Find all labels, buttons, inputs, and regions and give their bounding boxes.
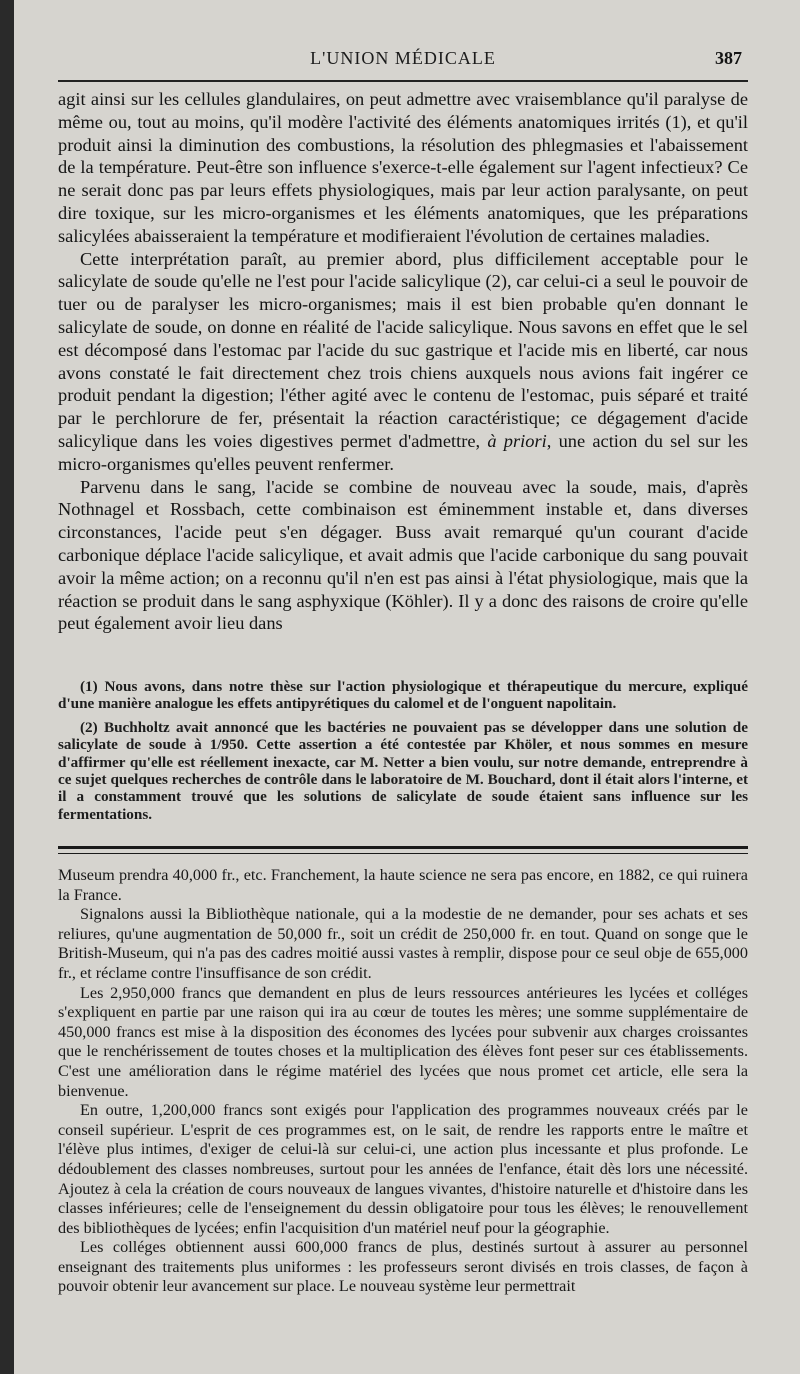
text-run: Cette interprétation paraît, au premier abord, plus difficilement acceptable pour le salicylate de soude qu'elle ne l'est pour l'acide salicylique (2), car celui-ci a seul le pouvoir de tuer ou de paralyser les micro-organismes; mais il est bien probable qu'en donnant le salicylate de soude, on donne en réalité de l'acide salicylique. Nous savons en effet que le sel est décomposé dans l'estomac par l'acide du suc gastrique et l'acide mis en liberté, car nous avons constaté le fait directement chez trois chiens auxquels nous avions fait ingérer ce produit pendant la digestion; l'éther agité avec le contenu de l'estomac, puis séparé et traité par le perchlorure de fer, présentait la réaction caractéristique; ce dégagement d'acide salicylique dans les voies digestives permet d'admettre, (58, 248, 748, 451)
italic-term: à priori (487, 430, 547, 451)
footnote: (2) Buchholtz avait annoncé que les bactéries ne pouvaient pas se développer dans une solution de salicylate de soude à 1/950. Cette assertion a été contestée par Khöler, et nous sommes en mesure d'affirmer qu'elle est réellement inexacte, car M. Netter a bien voulu, sur notre demande, entreprendre à ce sujet quelques recherches de contrôle dans le laboratoire de M. Bouchard, dont il était alors l'interne, et il a constamment trouvé que les solutions de salicylate de soude étaient sans influence sur les fermentations. (58, 718, 748, 823)
header-rule (58, 80, 748, 82)
running-title: L'UNION MÉDICALE (310, 48, 496, 68)
page-header (58, 44, 748, 78)
paragraph: Les colléges obtiennent aussi 600,000 francs de plus, destinés surtout à assurer au personnel enseignant des traitements plus uniformes : les professeurs seront divisés en trois classes, de façon à pouvoir obtenir leur avancement sur place. Le nouveau système leur permettrait (58, 1238, 748, 1296)
feuilleton-separator (58, 846, 748, 854)
journal-page (14, 0, 800, 1374)
paragraph: agit ainsi sur les cellules glandulaires, on peut admettre avec vraisemblance qu'il paralyse de même ou, tout au moins, qu'il modère l'activité des éléments anatomiques irrités (1), et qu'il produit ainsi la diminution des combustions, la résolution des phlegmasies et l'abaissement de la température. Peut-être son influence s'exerce-t-elle également sur l'agent infectieux? Ce ne serait donc pas par leurs effets physiologiques, mais par leur action paralysante, on peut dire toxique, sur les micro-organismes et les éléments anatomiques, que les préparations salicylées abaisseraient la température et modifieraient l'évolution de certaines maladies. (58, 89, 748, 246)
paragraph: Parvenu dans le sang, l'acide se combine de nouveau avec la soude, mais, d'après Nothnagel et Rossbach, cette combinaison est éminemment instable et, dans diverses circonstances, l'acide peut s'en dégager. Buss avait remarqué qu'un courant d'acide carbonique déplace l'acide salicylique, et avait admis que l'acide carbonique du sang pouvait avoir la même action; on a reconnu qu'il n'en est pas ainsi à l'état physiologique, mais que la réaction se produit dans le sang asphyxique (Köhler). Il y a donc des raisons de croire qu'elle peut également avoir lieu dans (58, 476, 748, 634)
page-number: 387 (715, 48, 742, 68)
paragraph: En outre, 1,200,000 francs sont exigés pour l'application des programmes nouveaux créés par le conseil supérieur. L'esprit de ces programmes est, on le sait, de rendre les rapports entre le maître et l'élève plus intimes, d'exiger de celui-là sur celui-ci, une action plus incessante et plus profonde. Le dédoublement des classes nombreuses, surtout pour les années de l'enfance, était dès lors une nécessité. Ajoutez à cela la création de cours nouveaux de langues vivantes, d'histoire naturelle et d'histoire dans les classes inférieures; celle de l'enseignement du dessin obligatoire pour tous les élèves; le renouvellement des bibliothèques de lycées; enfin l'acquisition d'un matériel neuf pour la géographie. (58, 1101, 748, 1237)
paragraph (58, 248, 748, 476)
paragraph: Signalons aussi la Bibliothèque nationale, qui a la modestie de ne demander, pour ses achats et ses reliures, qu'une augmentation de 50,000 fr., soit un crédit de 250,000 fr. en tout. Quand on songe que le British-Museum, qui n'a pas des cadres moitié aussi vastes à remplir, dispose pour ce seul obje de 655,000 fr., et réclame contre l'insuffisance de son crédit. (58, 905, 748, 982)
feuilleton-text (58, 866, 748, 1297)
paragraph: Les 2,950,000 francs que demandent en plus de leurs ressources antérieures les lycées et colléges s'expliquent en partie par une raison qui ira au cœur de toutes les mères; une somme supplémentaire de 450,000 francs est mise à la disposition des économes des lycées pour subvenir aux charges croissantes que le renchérissement de toutes choses et la multiplication des élèves font peser sur ces établissements. C'est une amélioration dans le régime matériel des lycées que nous promet cet article, elle sera la bienvenue. (58, 983, 748, 1100)
text-run: , une action du sel sur les micro-organismes qu'elles peuvent renfermer. (58, 430, 748, 474)
paragraph: Museum prendra 40,000 fr., etc. Franchement, la haute science ne sera pas encore, en 1882, ce qui ruinera la France. (58, 866, 748, 904)
footnote: (1) Nous avons, dans notre thèse sur l'action physiologique et thérapeutique du mercure, expliqué d'une manière analogue les effets antipyrétiques du calomel et de l'onguent napolitain. (58, 678, 748, 713)
main-text (58, 88, 748, 635)
footnotes (58, 678, 748, 829)
